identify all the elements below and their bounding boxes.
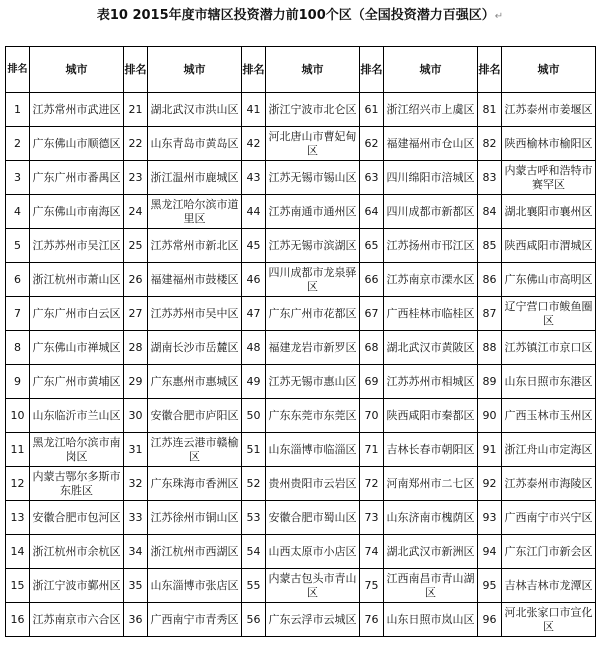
rank-cell: 51 xyxy=(242,433,266,467)
rank-cell: 50 xyxy=(242,399,266,433)
city-cell: 广东佛山市禅城区 xyxy=(30,331,124,365)
header-rank-text: 排名 xyxy=(124,63,147,76)
rank-cell: 87 xyxy=(478,297,502,331)
rank-cell: 86 xyxy=(478,263,502,297)
rank-cell: 84 xyxy=(478,195,502,229)
rank-cell: 28 xyxy=(124,331,148,365)
rank-cell: 95 xyxy=(478,569,502,603)
table-row xyxy=(6,569,596,603)
rank-cell: 68 xyxy=(360,331,384,365)
rank-cell: 64 xyxy=(360,195,384,229)
city-cell: 广东佛山市顺德区 xyxy=(30,127,124,161)
city-cell: 江苏扬州市邗江区 xyxy=(384,229,478,263)
rank-cell: 83 xyxy=(478,161,502,195)
rank-cell: 66 xyxy=(360,263,384,297)
rank-cell: 1 xyxy=(6,93,30,127)
rank-cell: 29 xyxy=(124,365,148,399)
rank-cell: 65 xyxy=(360,229,384,263)
rank-cell: 3 xyxy=(6,161,30,195)
city-cell: 山东日照市东港区 xyxy=(502,365,596,399)
rank-cell: 72 xyxy=(360,467,384,501)
city-cell: 广东云浮市云城区 xyxy=(266,603,360,637)
rank-cell: 7 xyxy=(6,297,30,331)
rank-cell: 46 xyxy=(242,263,266,297)
city-cell: 内蒙古呼和浩特市赛罕区 xyxy=(502,161,596,195)
city-cell: 浙江温州市鹿城区 xyxy=(148,161,242,195)
rank-cell: 71 xyxy=(360,433,384,467)
table-title-text: 表10 2015年度市辖区投资潜力前100个区（全国投资潜力百强区） xyxy=(96,8,495,23)
rank-cell: 10 xyxy=(6,399,30,433)
header-city: 城市 xyxy=(266,47,360,93)
city-cell: 江苏常州市新北区 xyxy=(148,229,242,263)
city-cell: 安徽合肥市蜀山区 xyxy=(266,501,360,535)
city-cell: 福建龙岩市新罗区 xyxy=(266,331,360,365)
city-cell: 江苏南京市六合区 xyxy=(30,603,124,637)
city-cell: 湖北武汉市黄陂区 xyxy=(384,331,478,365)
city-cell: 山东日照市岚山区 xyxy=(384,603,478,637)
rank-cell: 26 xyxy=(124,263,148,297)
header-rank xyxy=(124,47,148,93)
city-cell: 广西南宁市青秀区 xyxy=(148,603,242,637)
city-cell: 陕西咸阳市秦都区 xyxy=(384,399,478,433)
ranking-table xyxy=(5,46,596,637)
city-cell: 广东东莞市东莞区 xyxy=(266,399,360,433)
rank-cell: 73 xyxy=(360,501,384,535)
city-cell: 山西太原市小店区 xyxy=(266,535,360,569)
rank-cell: 48 xyxy=(242,331,266,365)
rank-cell: 76 xyxy=(360,603,384,637)
city-cell: 安徽合肥市包河区 xyxy=(30,501,124,535)
rank-cell: 42 xyxy=(242,127,266,161)
rank-cell: 45 xyxy=(242,229,266,263)
header-rank xyxy=(478,47,502,93)
rank-cell: 8 xyxy=(6,331,30,365)
rank-cell: 6 xyxy=(6,263,30,297)
city-cell: 吉林长春市朝阳区 xyxy=(384,433,478,467)
rank-cell: 70 xyxy=(360,399,384,433)
table-row xyxy=(6,365,596,399)
city-cell: 浙江杭州市西湖区 xyxy=(148,535,242,569)
city-cell: 黑龙江哈尔滨市道里区 xyxy=(148,195,242,229)
rank-cell: 53 xyxy=(242,501,266,535)
rank-cell: 43 xyxy=(242,161,266,195)
rank-cell: 4 xyxy=(6,195,30,229)
header-city: 城市 xyxy=(30,47,124,93)
city-cell: 广东广州市番禺区 xyxy=(30,161,124,195)
return-mark-icon: ↵ xyxy=(494,11,504,22)
city-cell: 广西桂林市临桂区 xyxy=(384,297,478,331)
header-rank-text: 排名 xyxy=(242,63,265,76)
city-cell: 江苏无锡市惠山区 xyxy=(266,365,360,399)
city-cell: 广东珠海市香洲区 xyxy=(148,467,242,501)
table-row xyxy=(6,467,596,501)
table-row xyxy=(6,535,596,569)
rank-cell: 49 xyxy=(242,365,266,399)
table-row xyxy=(6,297,596,331)
rank-cell: 69 xyxy=(360,365,384,399)
rank-cell: 33 xyxy=(124,501,148,535)
city-cell: 浙江舟山市定海区 xyxy=(502,433,596,467)
city-cell: 湖北武汉市洪山区 xyxy=(148,93,242,127)
city-cell: 贵州贵阳市云岩区 xyxy=(266,467,360,501)
city-cell: 广东佛山市高明区 xyxy=(502,263,596,297)
rank-cell: 2 xyxy=(6,127,30,161)
rank-cell: 15 xyxy=(6,569,30,603)
city-cell: 河南郑州市二七区 xyxy=(384,467,478,501)
city-cell: 广东江门市新会区 xyxy=(502,535,596,569)
city-cell: 广西南宁市兴宁区 xyxy=(502,501,596,535)
rank-cell: 89 xyxy=(478,365,502,399)
rank-cell: 47 xyxy=(242,297,266,331)
header-rank xyxy=(242,47,266,93)
rank-cell: 93 xyxy=(478,501,502,535)
city-cell: 吉林吉林市龙潭区 xyxy=(502,569,596,603)
table-row xyxy=(6,501,596,535)
city-cell: 浙江杭州市萧山区 xyxy=(30,263,124,297)
rank-cell: 16 xyxy=(6,603,30,637)
table-row xyxy=(6,93,596,127)
rank-cell: 23 xyxy=(124,161,148,195)
rank-cell: 12 xyxy=(6,467,30,501)
city-cell: 浙江绍兴市上虞区 xyxy=(384,93,478,127)
city-cell: 江苏无锡市锡山区 xyxy=(266,161,360,195)
rank-cell: 22 xyxy=(124,127,148,161)
table-row xyxy=(6,263,596,297)
header-rank: 排名 xyxy=(6,47,30,93)
rank-cell: 25 xyxy=(124,229,148,263)
header-rank-text: 排名 xyxy=(360,63,383,76)
rank-cell: 21 xyxy=(124,93,148,127)
city-cell: 四川绵阳市涪城区 xyxy=(384,161,478,195)
city-cell: 江苏无锡市滨湖区 xyxy=(266,229,360,263)
rank-cell: 62 xyxy=(360,127,384,161)
table-row xyxy=(6,229,596,263)
rank-cell: 27 xyxy=(124,297,148,331)
header-city: 城市 xyxy=(502,47,596,93)
rank-cell: 56 xyxy=(242,603,266,637)
city-cell: 山东淄博市张店区 xyxy=(148,569,242,603)
city-cell: 江苏泰州市姜堰区 xyxy=(502,93,596,127)
city-cell: 江苏镇江市京口区 xyxy=(502,331,596,365)
rank-cell: 11 xyxy=(6,433,30,467)
city-cell: 福建福州市仓山区 xyxy=(384,127,478,161)
table-row xyxy=(6,195,596,229)
rank-cell: 35 xyxy=(124,569,148,603)
city-cell: 陕西咸阳市渭城区 xyxy=(502,229,596,263)
table-row xyxy=(6,603,596,637)
city-cell: 湖北襄阳市襄州区 xyxy=(502,195,596,229)
city-cell: 河北张家口市宣化区 xyxy=(502,603,596,637)
rank-cell: 67 xyxy=(360,297,384,331)
rank-cell: 44 xyxy=(242,195,266,229)
table-title xyxy=(0,4,600,23)
city-cell: 广东广州市黄埔区 xyxy=(30,365,124,399)
header-city: 城市 xyxy=(148,47,242,93)
city-cell: 广西玉林市玉州区 xyxy=(502,399,596,433)
rank-cell: 94 xyxy=(478,535,502,569)
city-cell: 江苏泰州市海陵区 xyxy=(502,467,596,501)
rank-cell: 55 xyxy=(242,569,266,603)
city-cell: 安徽合肥市庐阳区 xyxy=(148,399,242,433)
city-cell: 山东青岛市黄岛区 xyxy=(148,127,242,161)
table-body xyxy=(6,93,596,637)
city-cell: 江苏南京市溧水区 xyxy=(384,263,478,297)
header-rank-text: 排名 xyxy=(478,63,501,76)
city-cell: 广东广州市白云区 xyxy=(30,297,124,331)
city-cell: 江苏南通市通州区 xyxy=(266,195,360,229)
header-city: 城市 xyxy=(384,47,478,93)
table-row xyxy=(6,161,596,195)
city-cell: 陕西榆林市榆阳区 xyxy=(502,127,596,161)
table-row xyxy=(6,399,596,433)
rank-cell: 52 xyxy=(242,467,266,501)
rank-cell: 5 xyxy=(6,229,30,263)
table-row xyxy=(6,433,596,467)
rank-cell: 36 xyxy=(124,603,148,637)
rank-cell: 9 xyxy=(6,365,30,399)
city-cell: 辽宁营口市鲅鱼圈区 xyxy=(502,297,596,331)
city-cell: 山东淄博市临淄区 xyxy=(266,433,360,467)
rank-cell: 61 xyxy=(360,93,384,127)
city-cell: 浙江宁波市鄞州区 xyxy=(30,569,124,603)
table-header-row xyxy=(6,47,596,93)
city-cell: 河北唐山市曹妃甸区 xyxy=(266,127,360,161)
city-cell: 黑龙江哈尔滨市南岗区 xyxy=(30,433,124,467)
rank-cell: 90 xyxy=(478,399,502,433)
rank-cell: 74 xyxy=(360,535,384,569)
table-row xyxy=(6,127,596,161)
rank-cell: 24 xyxy=(124,195,148,229)
city-cell: 广东惠州市惠城区 xyxy=(148,365,242,399)
rank-cell: 34 xyxy=(124,535,148,569)
city-cell: 江苏常州市武进区 xyxy=(30,93,124,127)
rank-cell: 31 xyxy=(124,433,148,467)
city-cell: 江苏苏州市吴中区 xyxy=(148,297,242,331)
city-cell: 广东广州市花都区 xyxy=(266,297,360,331)
city-cell: 广东佛山市南海区 xyxy=(30,195,124,229)
city-cell: 福建福州市鼓楼区 xyxy=(148,263,242,297)
rank-cell: 13 xyxy=(6,501,30,535)
table-row xyxy=(6,331,596,365)
city-cell: 江苏连云港市赣榆区 xyxy=(148,433,242,467)
city-cell: 江苏苏州市相城区 xyxy=(384,365,478,399)
rank-cell: 54 xyxy=(242,535,266,569)
rank-cell: 41 xyxy=(242,93,266,127)
rank-cell: 82 xyxy=(478,127,502,161)
rank-cell: 92 xyxy=(478,467,502,501)
city-cell: 四川成都市龙泉驿区 xyxy=(266,263,360,297)
city-cell: 四川成都市新都区 xyxy=(384,195,478,229)
city-cell: 浙江宁波市北仑区 xyxy=(266,93,360,127)
rank-cell: 14 xyxy=(6,535,30,569)
city-cell: 浙江杭州市余杭区 xyxy=(30,535,124,569)
city-cell: 内蒙古鄂尔多斯市东胜区 xyxy=(30,467,124,501)
city-cell: 山东临沂市兰山区 xyxy=(30,399,124,433)
rank-cell: 75 xyxy=(360,569,384,603)
rank-cell: 30 xyxy=(124,399,148,433)
rank-cell: 63 xyxy=(360,161,384,195)
rank-cell: 88 xyxy=(478,331,502,365)
city-cell: 江苏苏州市吴江区 xyxy=(30,229,124,263)
city-cell: 内蒙古包头市青山区 xyxy=(266,569,360,603)
header-rank xyxy=(360,47,384,93)
city-cell: 湖南长沙市岳麓区 xyxy=(148,331,242,365)
rank-cell: 91 xyxy=(478,433,502,467)
city-cell: 江苏徐州市铜山区 xyxy=(148,501,242,535)
city-cell: 湖北武汉市新洲区 xyxy=(384,535,478,569)
rank-cell: 32 xyxy=(124,467,148,501)
rank-cell: 81 xyxy=(478,93,502,127)
city-cell: 山东济南市槐荫区 xyxy=(384,501,478,535)
rank-cell: 85 xyxy=(478,229,502,263)
city-cell: 江西南昌市青山湖区 xyxy=(384,569,478,603)
rank-cell: 96 xyxy=(478,603,502,637)
